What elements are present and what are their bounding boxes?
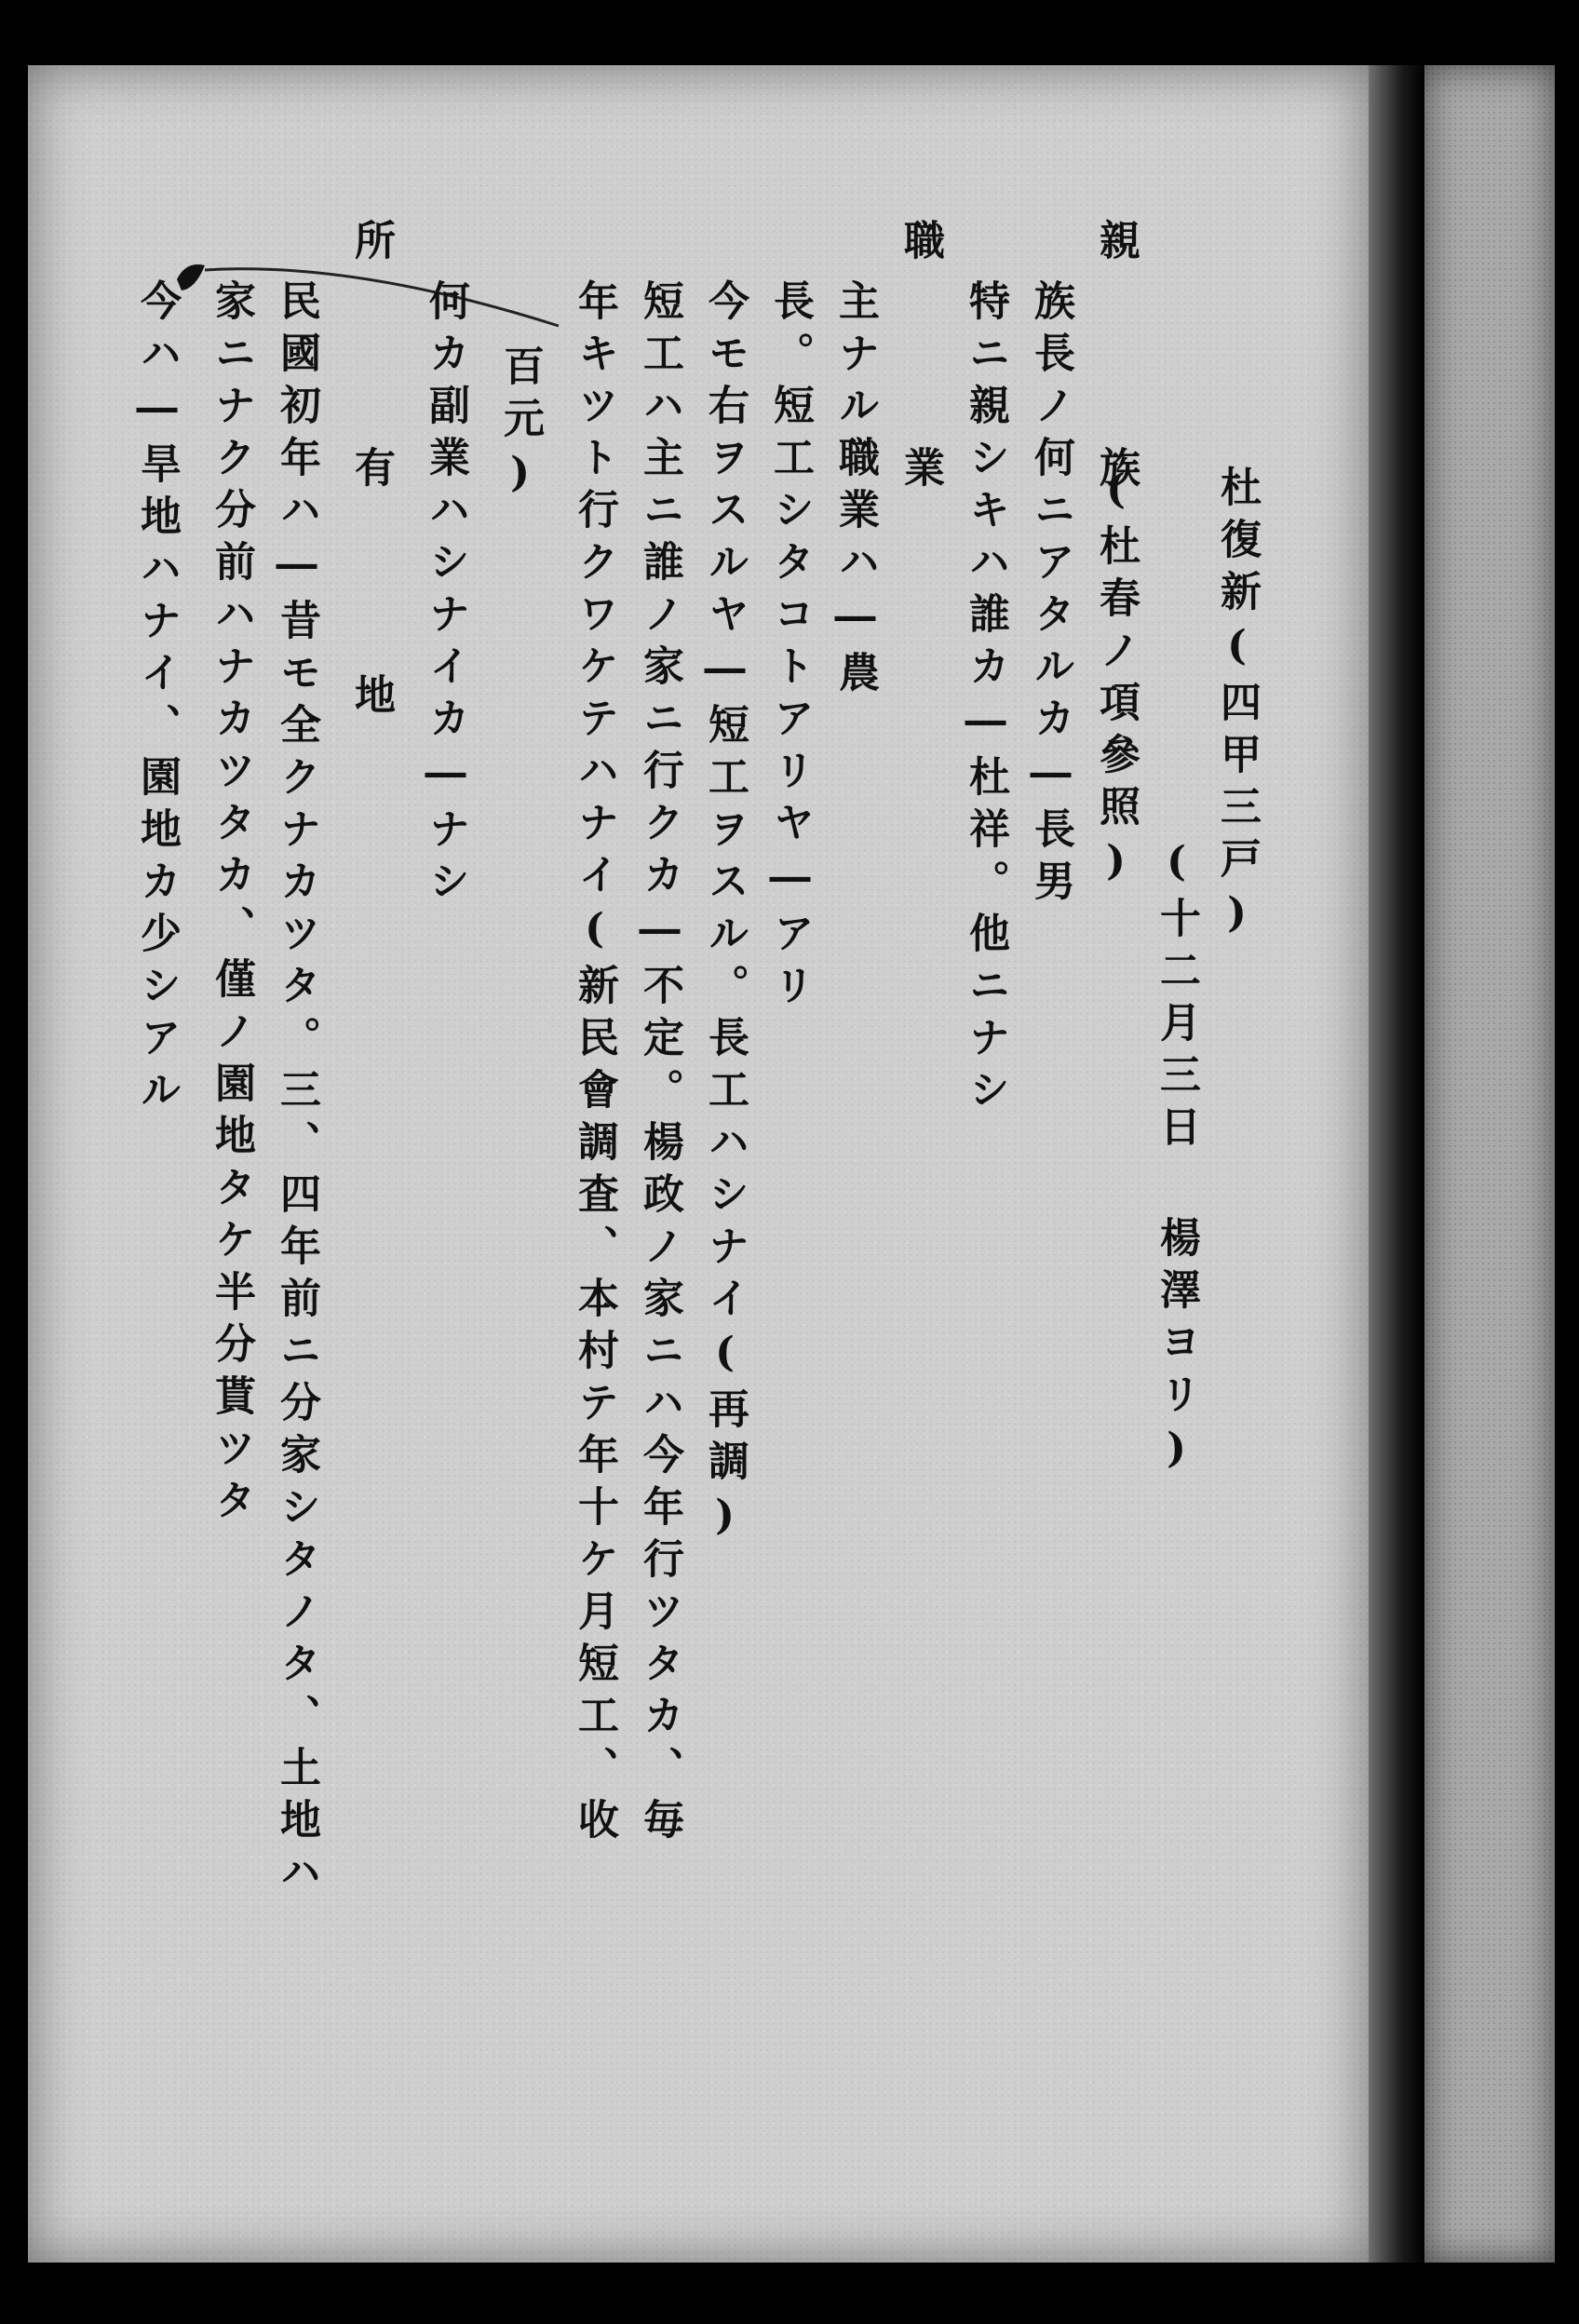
text-column: (杜春ノ項參照) xyxy=(1092,466,1140,896)
text-column: 百元) xyxy=(496,345,544,507)
header-name-line: 杜復新(四甲三戸) xyxy=(1213,466,1261,948)
book-gutter xyxy=(1369,65,1424,2263)
text-column: 今モ右ヲスルヤ―短工ヲスル。長工ハシナイ(再調) xyxy=(701,279,749,1550)
text-column: 民國初年ハ―昔モ全クナカツタ。三、四年前ニ分家シタノタ、土地ハ xyxy=(273,279,320,1902)
text-column: 族長ノ何ニアタルカ―長男 xyxy=(1027,279,1074,912)
text-column: 長。短工シタコトアリヤ―アリ xyxy=(766,279,814,1016)
text-column: 家ニナク分前ハナカツタカ、僅ノ園地タケ半分貰ツタ xyxy=(208,279,255,1531)
text-column: 特ニ親シキハ誰カ―杜祥。他ニナシ xyxy=(962,279,1009,1120)
text-column: 年キツト行クワケテハナイ(新民會調査、本村テ年十ケ月短工、收 xyxy=(571,279,618,1850)
text-column: 何カ副業ハシナイカ―ナシ xyxy=(422,279,469,912)
section-heading-relatives: 親 族 xyxy=(1092,219,1140,560)
section-heading-landholding: 所 有 地 xyxy=(347,219,395,787)
section-heading-occupation: 職 業 xyxy=(897,219,944,560)
facing-page-edge xyxy=(1424,65,1555,2263)
text-column: 短工ハ主ニ誰ノ家ニ行クカ―不定。楊政ノ家ニハ今年行ツタカ、毎 xyxy=(636,279,683,1850)
header-date-line: (十二月三日 楊澤ヨリ) xyxy=(1153,838,1200,1483)
document-page xyxy=(28,65,1369,2263)
text-column: 今ハ―旱地ハナイ、園地カ少シアル xyxy=(133,279,181,1120)
text-column: 主ナル職業ハ―農 xyxy=(831,279,879,703)
